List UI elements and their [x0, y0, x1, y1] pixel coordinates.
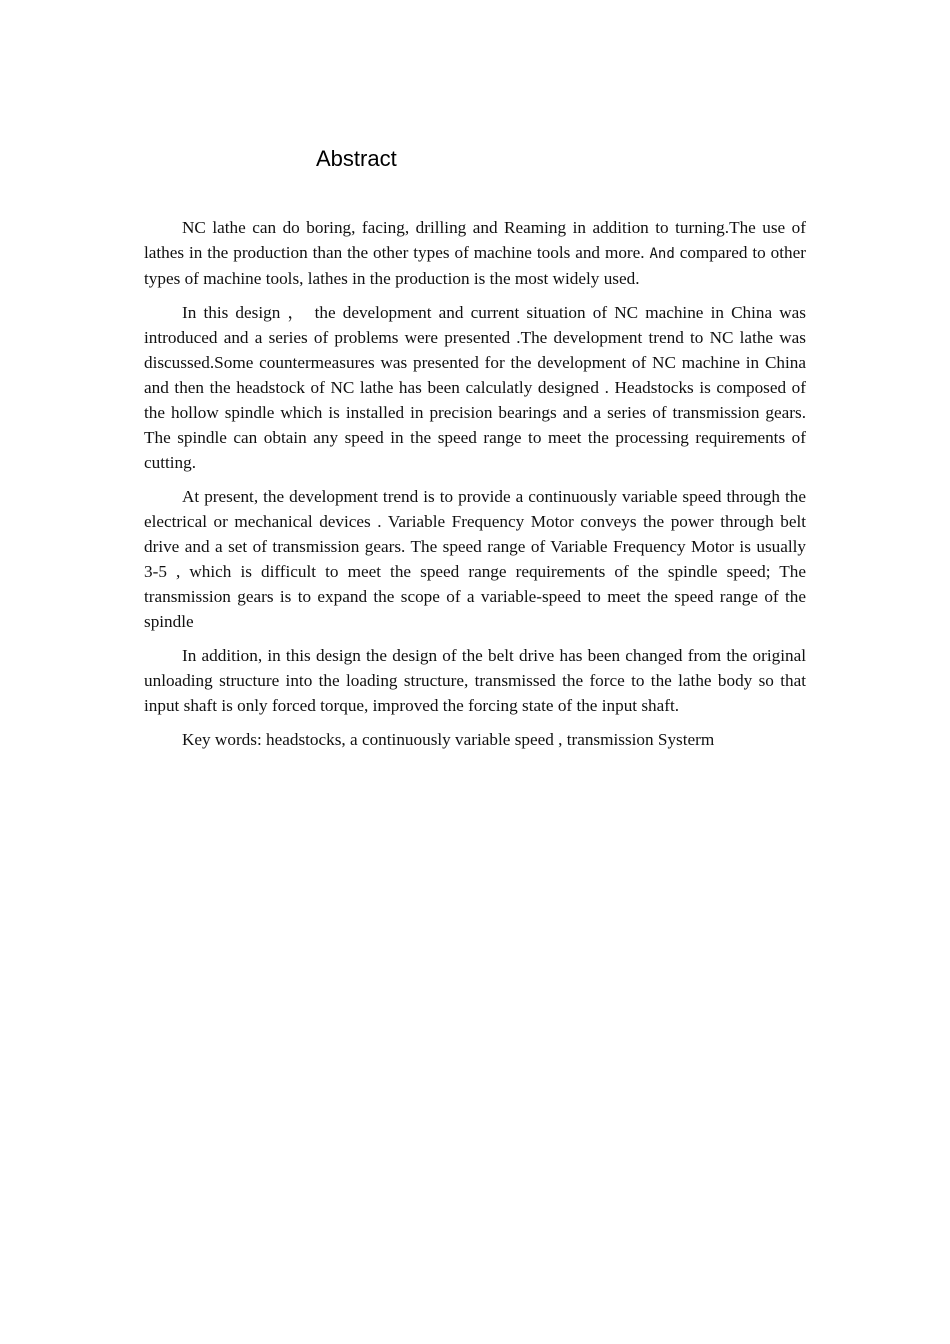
paragraph-1 [144, 216, 806, 292]
paragraph-3: At present, the development trend is to provide a continuously variable speed through the electrical or mechanical devices . Variable Frequency Motor conveys the power through belt drive and a set of transmission gears. The speed range of Variable Frequency Motor is usually 3-5 , which is difficult to meet the speed range requirements of the spindle speed; The transmission gears is to expand the scope of a variable-speed to meet the speed range of the spindle [144, 487, 806, 631]
paragraph-2: In this design ， the development and current situation of NC machine in China was introduced and a series of problems were presented .The development trend to NC lathe was discussed.Some countermeasures was presented for the development of NC machine in China and then the headstock of NC lathe has been calculatly designed . Headstocks is composed of the hollow spindle which is installed in precision bearings and a series of transmission gears. The spindle can obtain any speed in the speed range to meet the processing requirements of cutting. [144, 303, 806, 472]
keywords-line: Key words: headstocks, a continuously variable speed , transmission Systerm [182, 730, 715, 750]
paragraph-1-mono-word: And [649, 245, 675, 262]
paragraph-4: In addition, in this design the design of the belt drive has been changed from the original unloading structure into the loading structure, transmissed the force to the lathe body so that input shaft is only forced torque, improved the forcing state of the input shaft. [144, 646, 806, 715]
paragraph-1-text-start: NC lathe can do boring, facing, drilling and Reaming in addition to turning.The use of lathes in the production than the other types of machine tools and more. [144, 218, 806, 262]
abstract-body [144, 216, 806, 763]
paragraph-1-text-end: compared to other types of machine tools, lathes in the production is the most widely used. [144, 242, 806, 288]
abstract-title: Abstract [316, 146, 397, 171]
